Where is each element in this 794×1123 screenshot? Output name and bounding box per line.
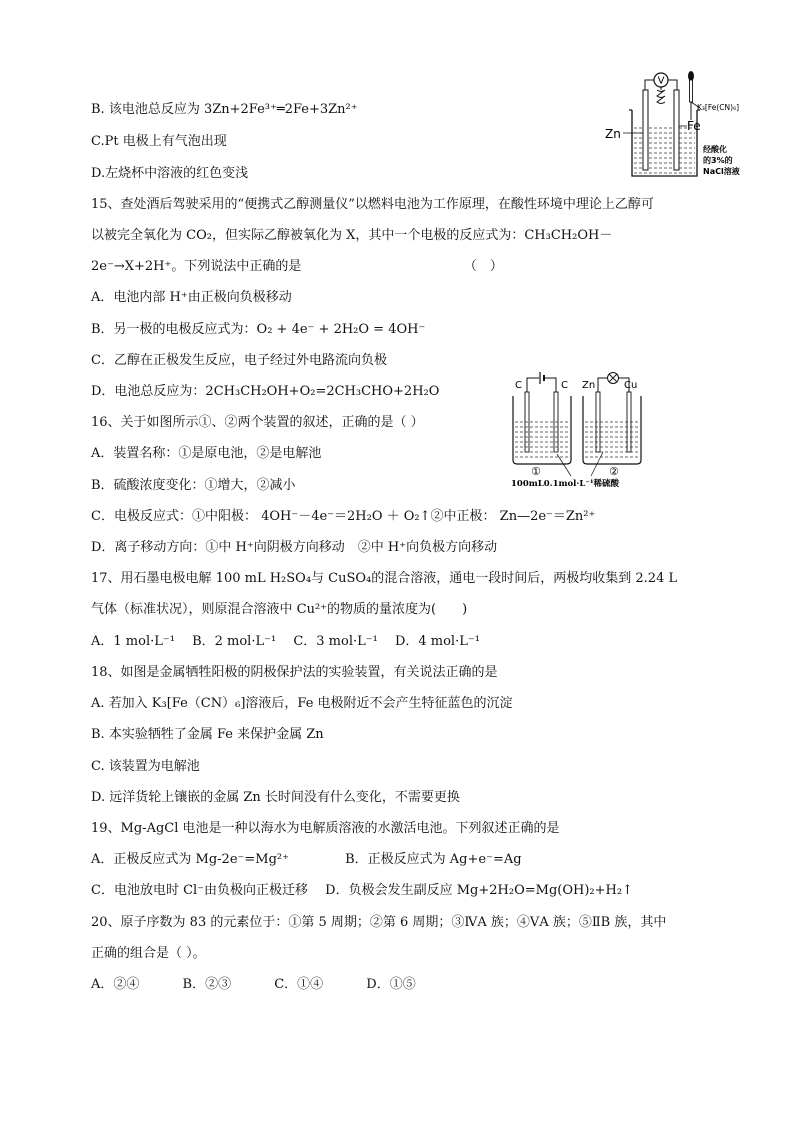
solution-label-line3: NaCl溶液 bbox=[703, 167, 740, 176]
cell-2-number: ② bbox=[609, 465, 619, 478]
zn-electrode-label: Zn bbox=[582, 380, 596, 391]
q19-options-cd: C．电池放电时 Cl⁻由负极向正极迁移 D．负极会发生副反应 Mg+2H₂O=Mg(OH)₂+H₂↑ bbox=[91, 883, 633, 898]
q20-stem-line1: 20、原子序数为 83 的元素位于：①第 5 周期；②第 6 周期；③ⅣA 族；④ⅤA 族；⑤ⅡB 族，其中 bbox=[91, 915, 667, 930]
q14-option-d: D.左烧杯中溶液的红色变浅 bbox=[91, 166, 249, 181]
q15-option-a: A．电池内部 H⁺由正极向负极移动 bbox=[91, 290, 292, 305]
q20-options: A．②④ B．②③ C．①④ D．①⑤ bbox=[91, 977, 416, 992]
q19-options-ab: A．正极反应式为 Mg-2e⁻=Mg²⁺ B．正极反应式为 Ag+e⁻=Ag bbox=[91, 852, 522, 867]
q17-stem-line2: 气体（标准状况），则原混合溶液中 Cu²⁺的物质的量浓度为( ) bbox=[91, 602, 468, 617]
solution-label-line2: 的3%的 bbox=[703, 156, 733, 165]
zn-electrode-label: Zn bbox=[605, 127, 621, 141]
q15-option-d: D．电池总反应为：2CH₃CH₂OH+O₂=2CH₃CHO+2H₂O bbox=[91, 384, 440, 399]
q17-stem-line1: 17、用石墨电极电解 100 mL H₂SO₄与 CuSO₄的混合溶液，通电一段时间后，两极均收集到 2.24 L bbox=[91, 571, 678, 586]
solution-label-line1: 经酸化 bbox=[703, 145, 727, 154]
q20-stem-line2: 正确的组合是（ ）。 bbox=[91, 946, 206, 961]
q16-option-d: D．离子移动方向：①中 H⁺向阴极方向移动 ②中 H⁺向负极方向移动 bbox=[91, 540, 498, 555]
q18-option-a: A. 若加入 K₃[Fe（CN）₆]溶液后，Fe 电极附近不会产生特征蓝色的沉淀 bbox=[91, 696, 513, 711]
q18-stem: 18、如图是金属牺牲阳极的阴极保护法的实验装置，有关说法正确的是 bbox=[91, 665, 498, 680]
fe-electrode-label: Fe bbox=[687, 119, 701, 133]
q15-option-b: B．另一极的电极反应式为：O₂ + 4e⁻ + 2H₂O = 4OH⁻ bbox=[91, 322, 426, 337]
left-electrode-c-label: C bbox=[515, 380, 522, 391]
q14-option-c: C.Pt 电极上有气泡出现 bbox=[91, 134, 227, 149]
q15-option-c: C．乙醇在正极发生反应，电子经过外电路流向负极 bbox=[91, 353, 387, 368]
q18-option-c: C. 该装置为电解池 bbox=[91, 759, 200, 774]
voltmeter-symbol: V bbox=[657, 75, 665, 87]
q16-stem: 16、关于如图所示①、②两个装置的叙述，正确的是（ ） bbox=[91, 415, 424, 430]
right-electrode-c-label: C bbox=[561, 380, 568, 391]
figure-caption: 100mL0.1mol·L⁻¹稀硫酸 bbox=[511, 479, 620, 488]
q17-options: A．1 mol·L⁻¹ B．2 mol·L⁻¹ C．3 mol·L⁻¹ D．4 mol·L⁻¹ bbox=[91, 634, 480, 649]
q15-stem-line2: 以被完全氧化为 CO₂，但实际乙醇被氧化为 X，其中一个电极的反应式为：CH₃CH₂OH－ bbox=[91, 228, 613, 243]
figure-sacrificial-anode bbox=[605, 70, 755, 182]
q14-option-b: B. 该电池总反应为 3Zn+2Fe³⁺═2Fe+3Zn²⁺ bbox=[91, 102, 358, 117]
cu-electrode-label: Cu bbox=[624, 380, 638, 391]
q18-option-b: B. 本实验牺牲了金属 Fe 来保护金属 Zn bbox=[91, 727, 324, 742]
q18-option-d: D. 远洋货轮上镶嵌的金属 Zn 长时间没有什么变化，不需要更换 bbox=[91, 790, 460, 805]
q15-stem-line3: 2e⁻→X+2H⁺。下列说法中正确的是 （ ） bbox=[91, 259, 503, 274]
q16-option-b: B．硫酸浓度变化：①增大，②减小 bbox=[91, 478, 296, 493]
q15-stem-line1: 15、查处酒后驾驶采用的“便携式乙醇测量仪”以燃料电池为工作原理，在酸性环境中理论上乙醇可 bbox=[91, 197, 654, 212]
cell-1-number: ① bbox=[531, 465, 541, 478]
q16-option-c: C．电极反应式：①中阳极： 4OH⁻－4e⁻＝2H₂O ＋ O₂↑②中正极： Zn—2e⁻＝Zn²⁺ bbox=[91, 509, 596, 524]
q19-stem: 19、Mg-AgCl 电池是一种以海水为电解质溶液的水激活电池。下列叙述正确的是 bbox=[91, 821, 560, 836]
reagent-label: K₃[Fe(CN)₆] bbox=[697, 103, 740, 112]
q16-option-a: A．装置名称：①是原电池，②是电解池 bbox=[91, 446, 322, 461]
figure-two-cells bbox=[505, 364, 655, 488]
